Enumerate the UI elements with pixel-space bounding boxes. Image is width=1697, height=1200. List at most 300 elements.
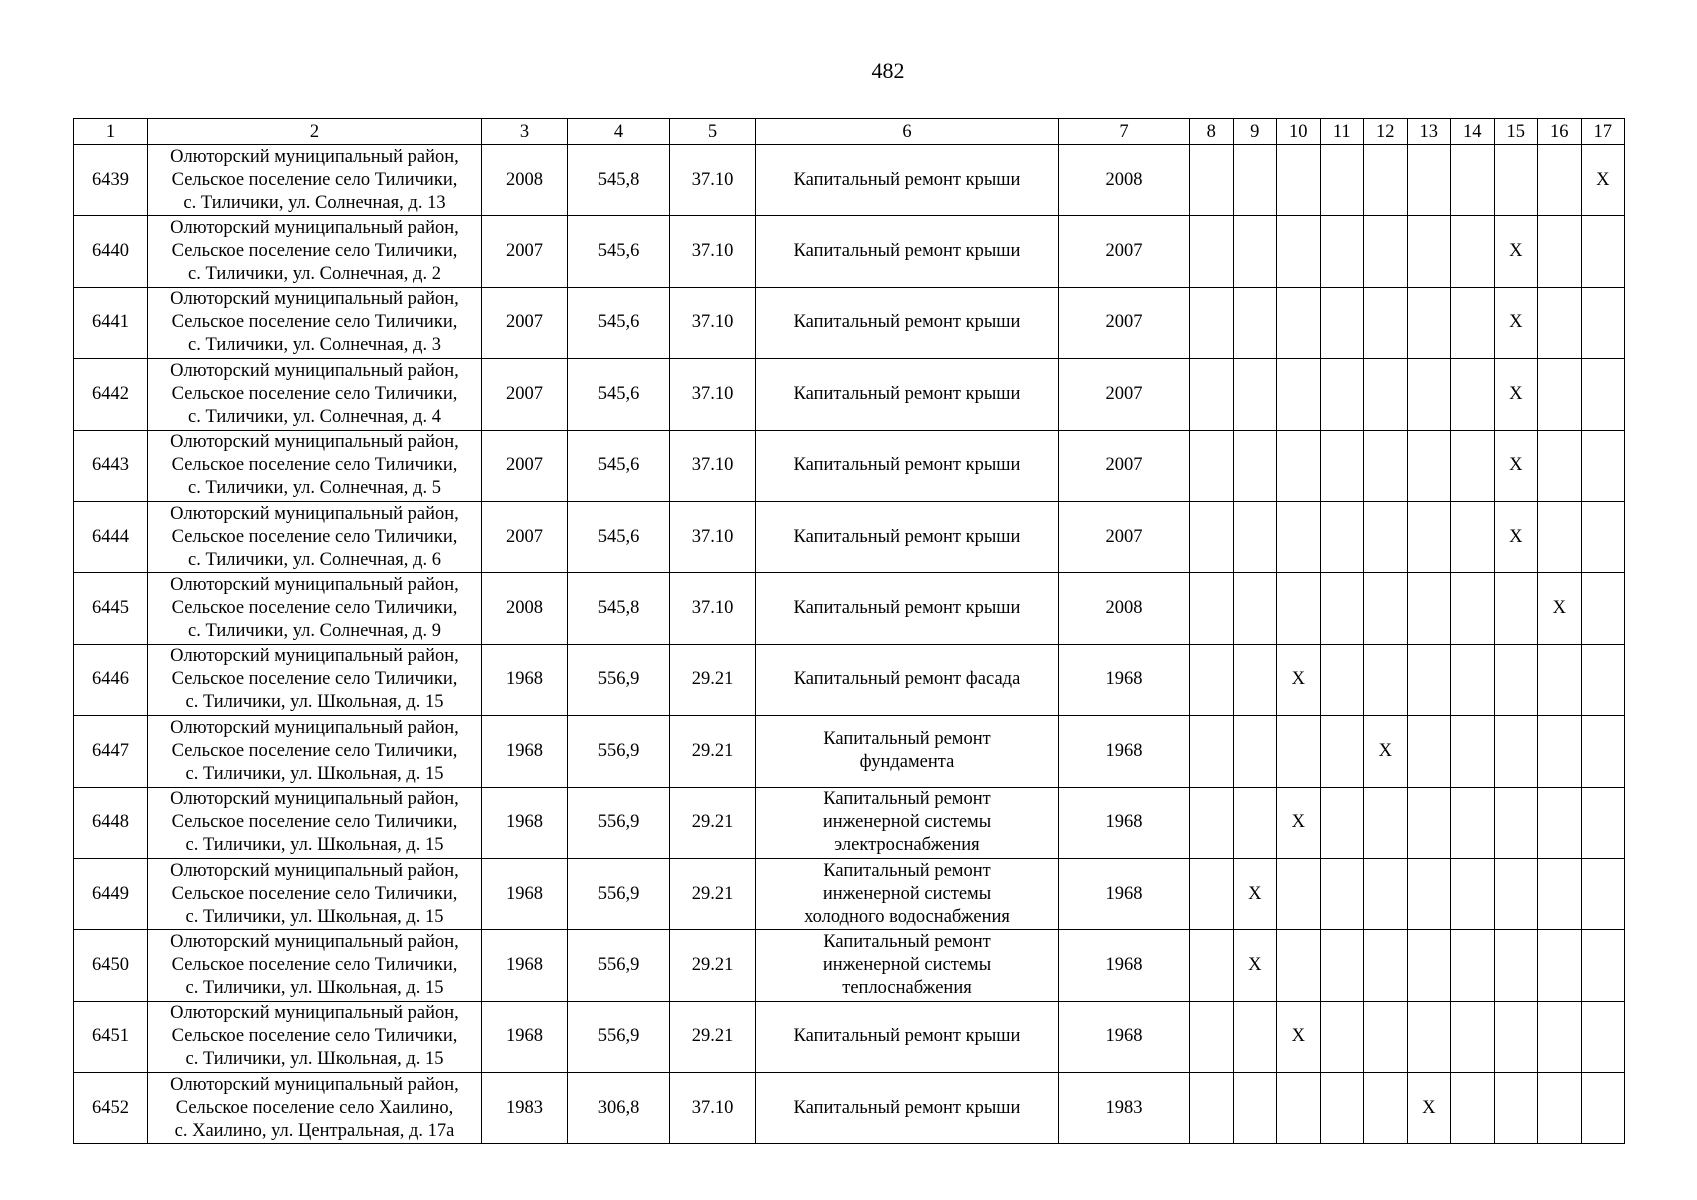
- address-cell: [148, 787, 482, 858]
- mark-cell: [1190, 501, 1234, 572]
- area-cell: 545,6: [568, 359, 670, 430]
- area-cell: 556,9: [568, 716, 670, 787]
- address-line: с. Тиличики, ул. Школьная, д. 15: [185, 692, 444, 713]
- address-line: Олюторский муниципальный район,: [170, 218, 459, 239]
- wear-cell: 29.21: [670, 787, 756, 858]
- mark-cell: [1451, 287, 1495, 358]
- register-body: [74, 145, 1625, 1144]
- mark-cell: [1233, 573, 1277, 644]
- record-number-cell: 6452: [74, 1073, 148, 1144]
- mark-cell: [1277, 573, 1321, 644]
- mark-cell: [1407, 287, 1451, 358]
- mark-cell: [1451, 1073, 1495, 1144]
- address-line: Сельское поселение село Тиличики,: [171, 812, 458, 833]
- work-type-line: Капитальный ремонт крыши: [793, 455, 1021, 476]
- column-header: 14: [1451, 119, 1495, 145]
- area-cell: 556,9: [568, 1001, 670, 1072]
- table-row: [74, 1001, 1625, 1072]
- address-line: с. Тиличики, ул. Школьная, д. 15: [185, 906, 444, 927]
- mark-cell: [1451, 787, 1495, 858]
- address-line: Олюторский муниципальный район,: [170, 289, 459, 310]
- work-type-line: Капитальный ремонт: [823, 931, 991, 952]
- mark-cell: [1190, 430, 1234, 501]
- address-line: Сельское поселение село Тиличики,: [171, 1026, 458, 1047]
- address-cell: [148, 573, 482, 644]
- mark-cell: [1364, 216, 1408, 287]
- record-number-cell: 6445: [74, 573, 148, 644]
- plan-year-cell: 1968: [1059, 1001, 1190, 1072]
- mark-cell: [1581, 287, 1625, 358]
- mark-cell: [1320, 1073, 1364, 1144]
- build-year-cell: 1968: [482, 716, 568, 787]
- mark-cell: X: [1494, 430, 1538, 501]
- mark-cell: [1407, 787, 1451, 858]
- address-cell: [148, 216, 482, 287]
- mark-cell: [1277, 359, 1321, 430]
- mark-cell: [1538, 1073, 1582, 1144]
- column-header: 17: [1581, 119, 1625, 145]
- address-line: с. Тиличики, ул. Солнечная, д. 3: [188, 335, 441, 356]
- record-number-cell: 6444: [74, 501, 148, 572]
- address-line: с. Тиличики, ул. Школьная, д. 15: [185, 977, 444, 998]
- mark-cell: [1233, 716, 1277, 787]
- address-line: Сельское поселение село Тиличики,: [171, 169, 458, 190]
- plan-year-cell: 2007: [1059, 501, 1190, 572]
- mark-cell: [1581, 858, 1625, 929]
- wear-cell: 37.10: [670, 145, 756, 216]
- mark-cell: X: [1538, 573, 1582, 644]
- page-number: 482: [871, 58, 905, 83]
- table-row: [74, 501, 1625, 572]
- record-number-cell: 6439: [74, 145, 148, 216]
- mark-cell: [1451, 644, 1495, 715]
- build-year-cell: 2007: [482, 359, 568, 430]
- mark-cell: [1494, 573, 1538, 644]
- table-row: [74, 287, 1625, 358]
- mark-cell: X: [1407, 1073, 1451, 1144]
- mark-cell: [1233, 644, 1277, 715]
- column-header: 8: [1190, 119, 1234, 145]
- work-type-line: Капитальный ремонт крыши: [793, 312, 1021, 333]
- address-line: Сельское поселение село Тиличики,: [171, 598, 458, 619]
- mark-cell: [1581, 1073, 1625, 1144]
- wear-cell: 37.10: [670, 287, 756, 358]
- address-line: с. Тиличики, ул. Школьная, д. 15: [185, 835, 444, 856]
- address-line: с. Тиличики, ул. Солнечная, д. 4: [188, 406, 441, 427]
- work-type-line: Капитальный ремонт крыши: [793, 1097, 1021, 1118]
- mark-cell: [1320, 1001, 1364, 1072]
- mark-cell: [1233, 216, 1277, 287]
- mark-cell: [1320, 573, 1364, 644]
- mark-cell: [1233, 359, 1277, 430]
- column-header: 7: [1059, 119, 1190, 145]
- mark-cell: [1451, 858, 1495, 929]
- work-type-line: Капитальный ремонт крыши: [793, 598, 1021, 619]
- address-line: с. Тиличики, ул. Солнечная, д. 13: [183, 192, 446, 213]
- register-table: [73, 118, 1625, 1144]
- mark-cell: [1190, 787, 1234, 858]
- mark-cell: X: [1364, 716, 1408, 787]
- column-number-row: [74, 119, 1625, 145]
- address-line: Олюторский муниципальный район,: [170, 646, 459, 667]
- mark-cell: [1451, 501, 1495, 572]
- mark-cell: [1538, 930, 1582, 1001]
- column-header: 4: [568, 119, 670, 145]
- table-row: [74, 930, 1625, 1001]
- mark-cell: [1538, 216, 1582, 287]
- area-cell: 545,6: [568, 216, 670, 287]
- column-header: 16: [1538, 119, 1582, 145]
- mark-cell: [1407, 644, 1451, 715]
- work-type-cell: [756, 359, 1059, 430]
- plan-year-cell: 1968: [1059, 716, 1190, 787]
- mark-cell: [1407, 501, 1451, 572]
- mark-cell: X: [1277, 1001, 1321, 1072]
- work-type-cell: [756, 787, 1059, 858]
- mark-cell: [1320, 930, 1364, 1001]
- mark-cell: [1451, 145, 1495, 216]
- area-cell: 545,8: [568, 573, 670, 644]
- mark-cell: [1494, 145, 1538, 216]
- mark-cell: [1494, 930, 1538, 1001]
- mark-cell: [1451, 216, 1495, 287]
- build-year-cell: 1968: [482, 787, 568, 858]
- column-header: 9: [1233, 119, 1277, 145]
- area-cell: 545,6: [568, 287, 670, 358]
- work-type-line: Капитальный ремонт крыши: [793, 1026, 1021, 1047]
- mark-cell: [1320, 430, 1364, 501]
- table-row: [74, 430, 1625, 501]
- wear-cell: 37.10: [670, 1073, 756, 1144]
- address-line: с. Хаилино, ул. Центральная, д. 17а: [174, 1120, 455, 1141]
- mark-cell: [1233, 430, 1277, 501]
- mark-cell: [1407, 858, 1451, 929]
- build-year-cell: 2008: [482, 573, 568, 644]
- mark-cell: [1320, 716, 1364, 787]
- mark-cell: [1581, 644, 1625, 715]
- address-line: Сельское поселение село Тиличики,: [171, 526, 458, 547]
- address-line: Сельское поселение село Тиличики,: [171, 312, 458, 333]
- address-line: Сельское поселение село Тиличики,: [171, 669, 458, 690]
- mark-cell: [1538, 501, 1582, 572]
- plan-year-cell: 2007: [1059, 287, 1190, 358]
- area-cell: 556,9: [568, 858, 670, 929]
- table-row: [74, 216, 1625, 287]
- address-line: Олюторский муниципальный район,: [170, 860, 459, 881]
- work-type-line: инженерной системы: [822, 954, 992, 975]
- mark-cell: X: [1233, 930, 1277, 1001]
- address-cell: [148, 1001, 482, 1072]
- work-type-cell: [756, 716, 1059, 787]
- table-row: [74, 858, 1625, 929]
- mark-cell: [1233, 1073, 1277, 1144]
- work-type-cell: [756, 1073, 1059, 1144]
- work-type-line: Капитальный ремонт крыши: [793, 526, 1021, 547]
- work-type-line: Капитальный ремонт крыши: [793, 383, 1021, 404]
- column-header: 6: [756, 119, 1059, 145]
- record-number-cell: 6443: [74, 430, 148, 501]
- mark-cell: [1190, 359, 1234, 430]
- mark-cell: [1581, 787, 1625, 858]
- plan-year-cell: 1968: [1059, 930, 1190, 1001]
- mark-cell: [1320, 145, 1364, 216]
- mark-cell: X: [1494, 287, 1538, 358]
- mark-cell: [1320, 359, 1364, 430]
- address-line: Сельское поселение село Тиличики,: [171, 383, 458, 404]
- mark-cell: [1407, 216, 1451, 287]
- build-year-cell: 2008: [482, 145, 568, 216]
- mark-cell: [1538, 787, 1582, 858]
- build-year-cell: 1968: [482, 1001, 568, 1072]
- address-cell: [148, 930, 482, 1001]
- mark-cell: [1581, 501, 1625, 572]
- mark-cell: [1320, 501, 1364, 572]
- address-line: с. Тиличики, ул. Школьная, д. 15: [185, 763, 444, 784]
- mark-cell: [1581, 216, 1625, 287]
- work-type-cell: [756, 858, 1059, 929]
- mark-cell: [1277, 858, 1321, 929]
- work-type-cell: [756, 1001, 1059, 1072]
- plan-year-cell: 2008: [1059, 145, 1190, 216]
- address-line: Олюторский муниципальный район,: [170, 717, 459, 738]
- wear-cell: 37.10: [670, 501, 756, 572]
- mark-cell: [1233, 287, 1277, 358]
- mark-cell: [1451, 573, 1495, 644]
- mark-cell: [1581, 359, 1625, 430]
- mark-cell: [1190, 1073, 1234, 1144]
- address-cell: [148, 287, 482, 358]
- table-row: [74, 644, 1625, 715]
- mark-cell: X: [1494, 216, 1538, 287]
- mark-cell: [1233, 145, 1277, 216]
- mark-cell: X: [1494, 501, 1538, 572]
- mark-cell: [1581, 573, 1625, 644]
- mark-cell: [1364, 359, 1408, 430]
- work-type-cell: [756, 573, 1059, 644]
- wear-cell: 37.10: [670, 430, 756, 501]
- mark-cell: [1320, 858, 1364, 929]
- mark-cell: [1364, 858, 1408, 929]
- work-type-line: фундамента: [859, 752, 955, 773]
- work-type-line: Капитальный ремонт: [823, 860, 991, 881]
- work-type-line: Капитальный ремонт: [823, 789, 991, 810]
- record-number-cell: 6442: [74, 359, 148, 430]
- mark-cell: [1190, 644, 1234, 715]
- mark-cell: [1320, 787, 1364, 858]
- record-number-cell: 6441: [74, 287, 148, 358]
- build-year-cell: 2007: [482, 501, 568, 572]
- column-header: 1: [74, 119, 148, 145]
- column-header: 13: [1407, 119, 1451, 145]
- address-line: с. Тиличики, ул. Солнечная, д. 6: [188, 549, 441, 570]
- mark-cell: [1538, 716, 1582, 787]
- mark-cell: [1277, 1073, 1321, 1144]
- plan-year-cell: 1968: [1059, 787, 1190, 858]
- address-line: Сельское поселение село Хаилино,: [175, 1097, 454, 1118]
- wear-cell: 29.21: [670, 930, 756, 1001]
- work-type-cell: [756, 501, 1059, 572]
- mark-cell: [1190, 1001, 1234, 1072]
- mark-cell: [1407, 573, 1451, 644]
- mark-cell: [1538, 1001, 1582, 1072]
- column-header: 11: [1320, 119, 1364, 145]
- mark-cell: [1190, 930, 1234, 1001]
- mark-cell: X: [1581, 145, 1625, 216]
- record-number-cell: 6447: [74, 716, 148, 787]
- mark-cell: [1190, 716, 1234, 787]
- address-line: Сельское поселение село Тиличики,: [171, 740, 458, 761]
- address-line: Олюторский муниципальный район,: [170, 503, 459, 524]
- address-line: Олюторский муниципальный район,: [170, 432, 459, 453]
- work-type-line: инженерной системы: [822, 812, 992, 833]
- column-header: 12: [1364, 119, 1408, 145]
- address-cell: [148, 430, 482, 501]
- mark-cell: [1494, 1073, 1538, 1144]
- mark-cell: [1277, 287, 1321, 358]
- mark-cell: [1277, 501, 1321, 572]
- column-header: 3: [482, 119, 568, 145]
- work-type-cell: [756, 216, 1059, 287]
- record-number-cell: 6448: [74, 787, 148, 858]
- mark-cell: [1407, 716, 1451, 787]
- build-year-cell: 1968: [482, 930, 568, 1001]
- wear-cell: 29.21: [670, 1001, 756, 1072]
- address-line: Олюторский муниципальный район,: [170, 575, 459, 596]
- plan-year-cell: 2008: [1059, 573, 1190, 644]
- plan-year-cell: 1968: [1059, 644, 1190, 715]
- wear-cell: 37.10: [670, 359, 756, 430]
- area-cell: 306,8: [568, 1073, 670, 1144]
- build-year-cell: 2007: [482, 430, 568, 501]
- record-number-cell: 6449: [74, 858, 148, 929]
- mark-cell: [1581, 430, 1625, 501]
- mark-cell: [1190, 145, 1234, 216]
- address-cell: [148, 644, 482, 715]
- mark-cell: [1538, 430, 1582, 501]
- area-cell: 556,9: [568, 930, 670, 1001]
- area-cell: 545,6: [568, 430, 670, 501]
- work-type-cell: [756, 930, 1059, 1001]
- area-cell: 556,9: [568, 787, 670, 858]
- mark-cell: [1364, 501, 1408, 572]
- mark-cell: [1190, 216, 1234, 287]
- mark-cell: [1581, 930, 1625, 1001]
- record-number-cell: 6440: [74, 216, 148, 287]
- address-cell: [148, 501, 482, 572]
- column-header: 15: [1494, 119, 1538, 145]
- area-cell: 545,6: [568, 501, 670, 572]
- mark-cell: [1451, 359, 1495, 430]
- mark-cell: [1364, 787, 1408, 858]
- mark-cell: [1581, 716, 1625, 787]
- wear-cell: 29.21: [670, 644, 756, 715]
- work-type-cell: [756, 430, 1059, 501]
- address-line: с. Тиличики, ул. Солнечная, д. 5: [188, 478, 441, 499]
- table-row: [74, 787, 1625, 858]
- mark-cell: [1407, 145, 1451, 216]
- work-type-cell: [756, 287, 1059, 358]
- mark-cell: [1451, 1001, 1495, 1072]
- mark-cell: [1364, 430, 1408, 501]
- address-cell: [148, 359, 482, 430]
- plan-year-cell: 2007: [1059, 359, 1190, 430]
- mark-cell: [1364, 644, 1408, 715]
- address-line: Олюторский муниципальный район,: [170, 789, 459, 810]
- table-row: [74, 1073, 1625, 1144]
- mark-cell: [1407, 430, 1451, 501]
- work-type-line: инженерной системы: [822, 883, 992, 904]
- address-line: Сельское поселение село Тиличики,: [171, 954, 458, 975]
- plan-year-cell: 2007: [1059, 216, 1190, 287]
- mark-cell: [1277, 930, 1321, 1001]
- mark-cell: [1320, 216, 1364, 287]
- mark-cell: [1320, 644, 1364, 715]
- mark-cell: [1494, 858, 1538, 929]
- address-line: с. Тиличики, ул. Школьная, д. 15: [185, 1049, 444, 1070]
- record-number-cell: 6446: [74, 644, 148, 715]
- work-type-line: электроснабжения: [834, 835, 980, 856]
- mark-cell: [1233, 787, 1277, 858]
- mark-cell: [1451, 430, 1495, 501]
- build-year-cell: 2007: [482, 287, 568, 358]
- wear-cell: 29.21: [670, 858, 756, 929]
- address-line: Олюторский муниципальный район,: [170, 931, 459, 952]
- mark-cell: [1407, 359, 1451, 430]
- mark-cell: [1364, 1001, 1408, 1072]
- mark-cell: [1407, 930, 1451, 1001]
- table-row: [74, 716, 1625, 787]
- address-cell: [148, 858, 482, 929]
- table-row: [74, 145, 1625, 216]
- address-line: Олюторский муниципальный район,: [170, 360, 459, 381]
- address-line: Сельское поселение село Тиличики,: [171, 883, 458, 904]
- mark-cell: [1190, 858, 1234, 929]
- mark-cell: [1364, 287, 1408, 358]
- mark-cell: [1364, 930, 1408, 1001]
- mark-cell: X: [1494, 359, 1538, 430]
- work-type-line: Капитальный ремонт крыши: [793, 169, 1021, 190]
- mark-cell: [1451, 930, 1495, 1001]
- mark-cell: [1233, 501, 1277, 572]
- mark-cell: [1538, 287, 1582, 358]
- work-type-line: Капитальный ремонт: [823, 729, 991, 750]
- mark-cell: [1277, 145, 1321, 216]
- mark-cell: [1451, 716, 1495, 787]
- mark-cell: [1364, 145, 1408, 216]
- address-line: Олюторский муниципальный район,: [170, 1003, 459, 1024]
- plan-year-cell: 1968: [1059, 858, 1190, 929]
- address-cell: [148, 145, 482, 216]
- build-year-cell: 2007: [482, 216, 568, 287]
- address-line: с. Тиличики, ул. Солнечная, д. 9: [188, 621, 441, 642]
- column-header: 2: [148, 119, 482, 145]
- mark-cell: [1277, 216, 1321, 287]
- mark-cell: [1538, 858, 1582, 929]
- address-cell: [148, 716, 482, 787]
- mark-cell: [1277, 430, 1321, 501]
- record-number-cell: 6451: [74, 1001, 148, 1072]
- work-type-line: теплоснабжения: [842, 977, 972, 998]
- area-cell: 545,8: [568, 145, 670, 216]
- mark-cell: X: [1233, 858, 1277, 929]
- work-type-line: Капитальный ремонт фасада: [793, 669, 1021, 690]
- address-cell: [148, 1073, 482, 1144]
- mark-cell: [1190, 287, 1234, 358]
- address-line: Олюторский муниципальный район,: [170, 146, 459, 167]
- mark-cell: [1190, 573, 1234, 644]
- mark-cell: [1538, 359, 1582, 430]
- mark-cell: [1233, 1001, 1277, 1072]
